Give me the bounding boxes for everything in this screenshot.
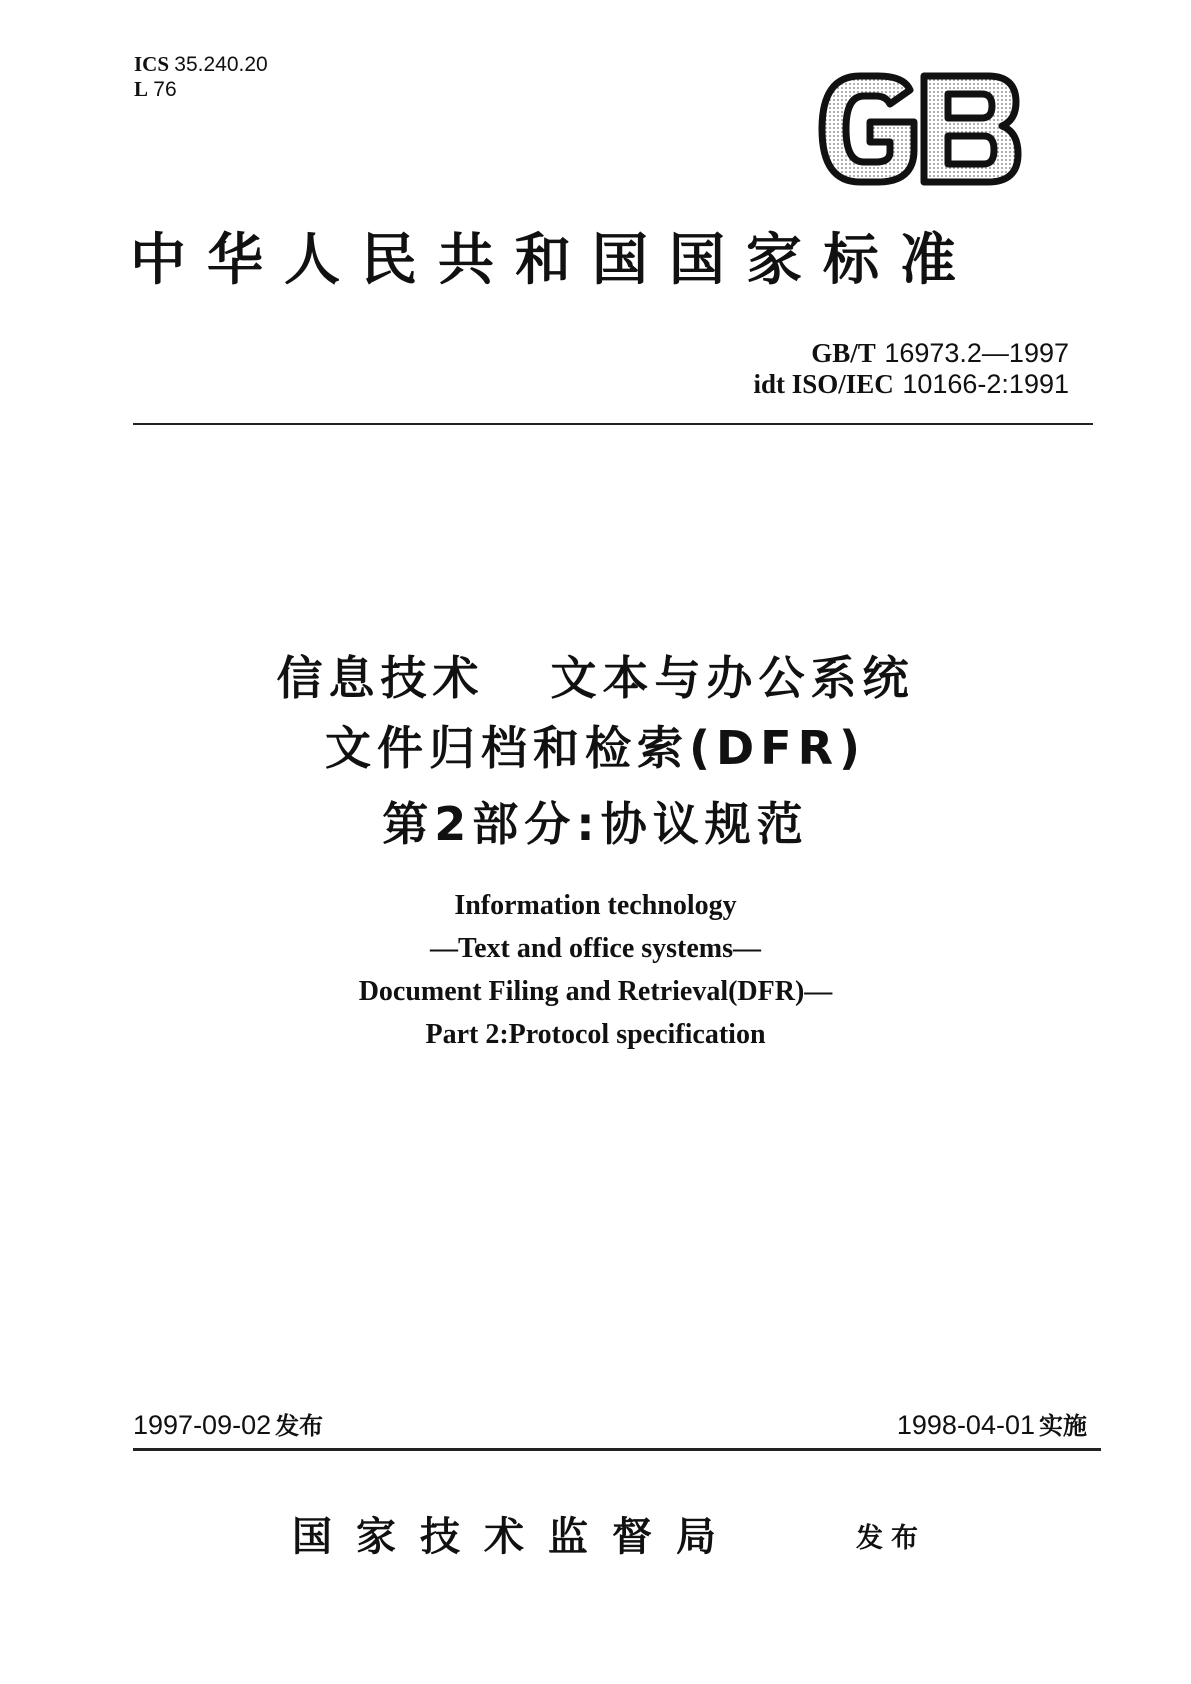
l-label: L <box>134 77 149 101</box>
issue-date-block <box>133 1408 323 1443</box>
title-en-line-3: Document Filing and Retrieval(DFR)— <box>358 976 833 1007</box>
title-en-line-1: Information technology <box>454 890 737 921</box>
gb-code-label: GB/T <box>811 338 876 368</box>
issue-date-label: 发布 <box>275 1412 324 1440</box>
ics-label: ICS <box>134 52 170 76</box>
title-en-line-2: —Text and office systems— <box>429 933 762 964</box>
gb-logo-letter-b <box>924 76 1018 182</box>
issuer-action: 发布 <box>856 1523 926 1554</box>
header-divider <box>133 423 1093 425</box>
title-zh-line-1: 信息技术 文本与办公系统 <box>276 651 915 705</box>
footer-divider <box>133 1448 1101 1451</box>
classification-block <box>134 52 268 102</box>
issue-date: 1997-09-02 <box>133 1410 272 1440</box>
standard-type-heading: 中华人民共和国国家标准 <box>130 227 977 293</box>
idt-code-value: 10166-2:1991 <box>902 369 1069 399</box>
implement-date: 1998-04-01 <box>896 1410 1035 1440</box>
title-zh-line-3: 第2部分:协议规范 <box>382 797 809 851</box>
ics-line <box>134 52 268 77</box>
l-line <box>134 77 268 102</box>
l-value: 76 <box>153 78 177 101</box>
ics-value: 35.240.20 <box>174 53 268 76</box>
gb-logo <box>812 70 1024 188</box>
gb-logo-letter-g <box>822 76 914 182</box>
issuer-name: 国家技术监督局 <box>292 1513 740 1560</box>
implement-date-block <box>897 1408 1087 1443</box>
gb-code-line <box>811 337 1069 370</box>
gb-code-value: 16973.2—1997 <box>884 338 1069 368</box>
title-zh-line-2: 文件归档和检索(DFR) <box>324 721 867 775</box>
implement-date-label: 实施 <box>1039 1412 1087 1440</box>
idt-code-label: idt ISO/IEC <box>753 369 894 399</box>
title-en-line-4: Part 2:Protocol specification <box>425 1019 766 1050</box>
idt-code-line <box>753 368 1069 401</box>
